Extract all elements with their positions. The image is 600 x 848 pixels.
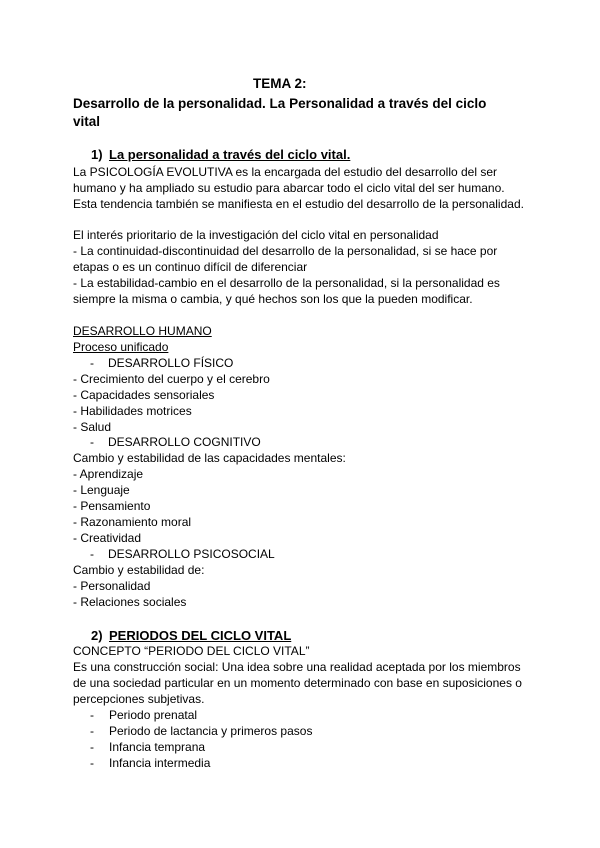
fisico-label: DESARROLLO FÍSICO [108, 356, 234, 370]
subtitle-line-1: Desarrollo de la personalidad. La Personalidad a través del ciclo [73, 96, 487, 111]
paragraph-line: - La continuidad-discontinuidad del desarrollo de la personalidad, si se hace por [73, 244, 498, 258]
section-2-number: 2) [91, 628, 103, 643]
bullet-dash: - [90, 547, 94, 561]
paragraph-line: - La estabilidad-cambio en el desarrollo de la personalidad, si la personalidad es [73, 276, 500, 290]
paragraph-line: humano y ha ampliado su estudio para abarcar todo el ciclo vital del ser humano. [73, 181, 505, 195]
paragraph-line: Es una construcción social: Una idea sobre una realidad aceptada por los miembros [73, 660, 521, 674]
bullet-dash: - [90, 435, 94, 449]
list-item: - Crecimiento del cuerpo y el cerebro [73, 372, 270, 386]
bullet-dash: - [90, 708, 94, 722]
list-item: - Lenguaje [73, 483, 130, 497]
subtitle-line-2: vital [73, 114, 101, 129]
list-item: - Personalidad [73, 579, 151, 593]
list-item: - Razonamiento moral [73, 515, 192, 529]
bullet-dash: - [90, 356, 94, 370]
title: TEMA 2: [253, 76, 307, 91]
paragraph-line: El interés prioritario de la investigación del ciclo vital en personalidad [73, 228, 439, 242]
period-item: Infancia temprana [109, 740, 206, 754]
bullet-dash: - [90, 740, 94, 754]
dev-heading: DESARROLLO HUMANO [73, 324, 212, 338]
concept-heading: CONCEPTO “PERIODO DEL CICLO VITAL” [73, 644, 310, 658]
paragraph-line: siempre la misma o cambia, y qué hechos son los que la pueden modificar. [73, 292, 473, 306]
bullet-dash: - [90, 756, 94, 770]
cognitivo-intro: Cambio y estabilidad de las capacidades mentales: [73, 451, 346, 465]
list-item: - Pensamiento [73, 499, 151, 513]
list-item: - Aprendizaje [73, 467, 144, 481]
bullet-dash: - [90, 724, 94, 738]
list-item: - Habilidades motrices [73, 404, 192, 418]
list-item: - Creatividad [73, 531, 142, 545]
period-item: Periodo prenatal [109, 708, 198, 722]
paragraph-line: de una sociedad particular en un momento determinado con base en suposiciones o [73, 676, 522, 690]
list-item: - Capacidades sensoriales [73, 388, 215, 402]
paragraph-line: percepciones subjetivas. [73, 692, 205, 706]
period-item: Periodo de lactancia y primeros pasos [109, 724, 313, 738]
list-item: - Salud [73, 420, 112, 434]
dev-subheading: Proceso unificado [73, 340, 169, 354]
psicosocial-label: DESARROLLO PSICOSOCIAL [108, 547, 275, 561]
list-item: - Relaciones sociales [73, 595, 187, 609]
paragraph-line: La PSICOLOGÍA EVOLUTIVA es la encargada del estudio del desarrollo del ser [73, 165, 498, 179]
paragraph-line: etapas o es un continuo difícil de diferenciar [73, 260, 308, 274]
section-2-heading: PERIODOS DEL CICLO VITAL [109, 628, 292, 643]
section-1-heading: La personalidad a través del ciclo vital. [109, 147, 351, 162]
period-item: Infancia intermedia [109, 756, 211, 770]
cognitivo-label: DESARROLLO COGNITIVO [108, 435, 261, 449]
section-1-number: 1) [91, 147, 103, 162]
psicosocial-intro: Cambio y estabilidad de: [73, 563, 205, 577]
paragraph-line: Esta tendencia también se manifiesta en el estudio del desarrollo de la personalidad. [73, 197, 524, 211]
